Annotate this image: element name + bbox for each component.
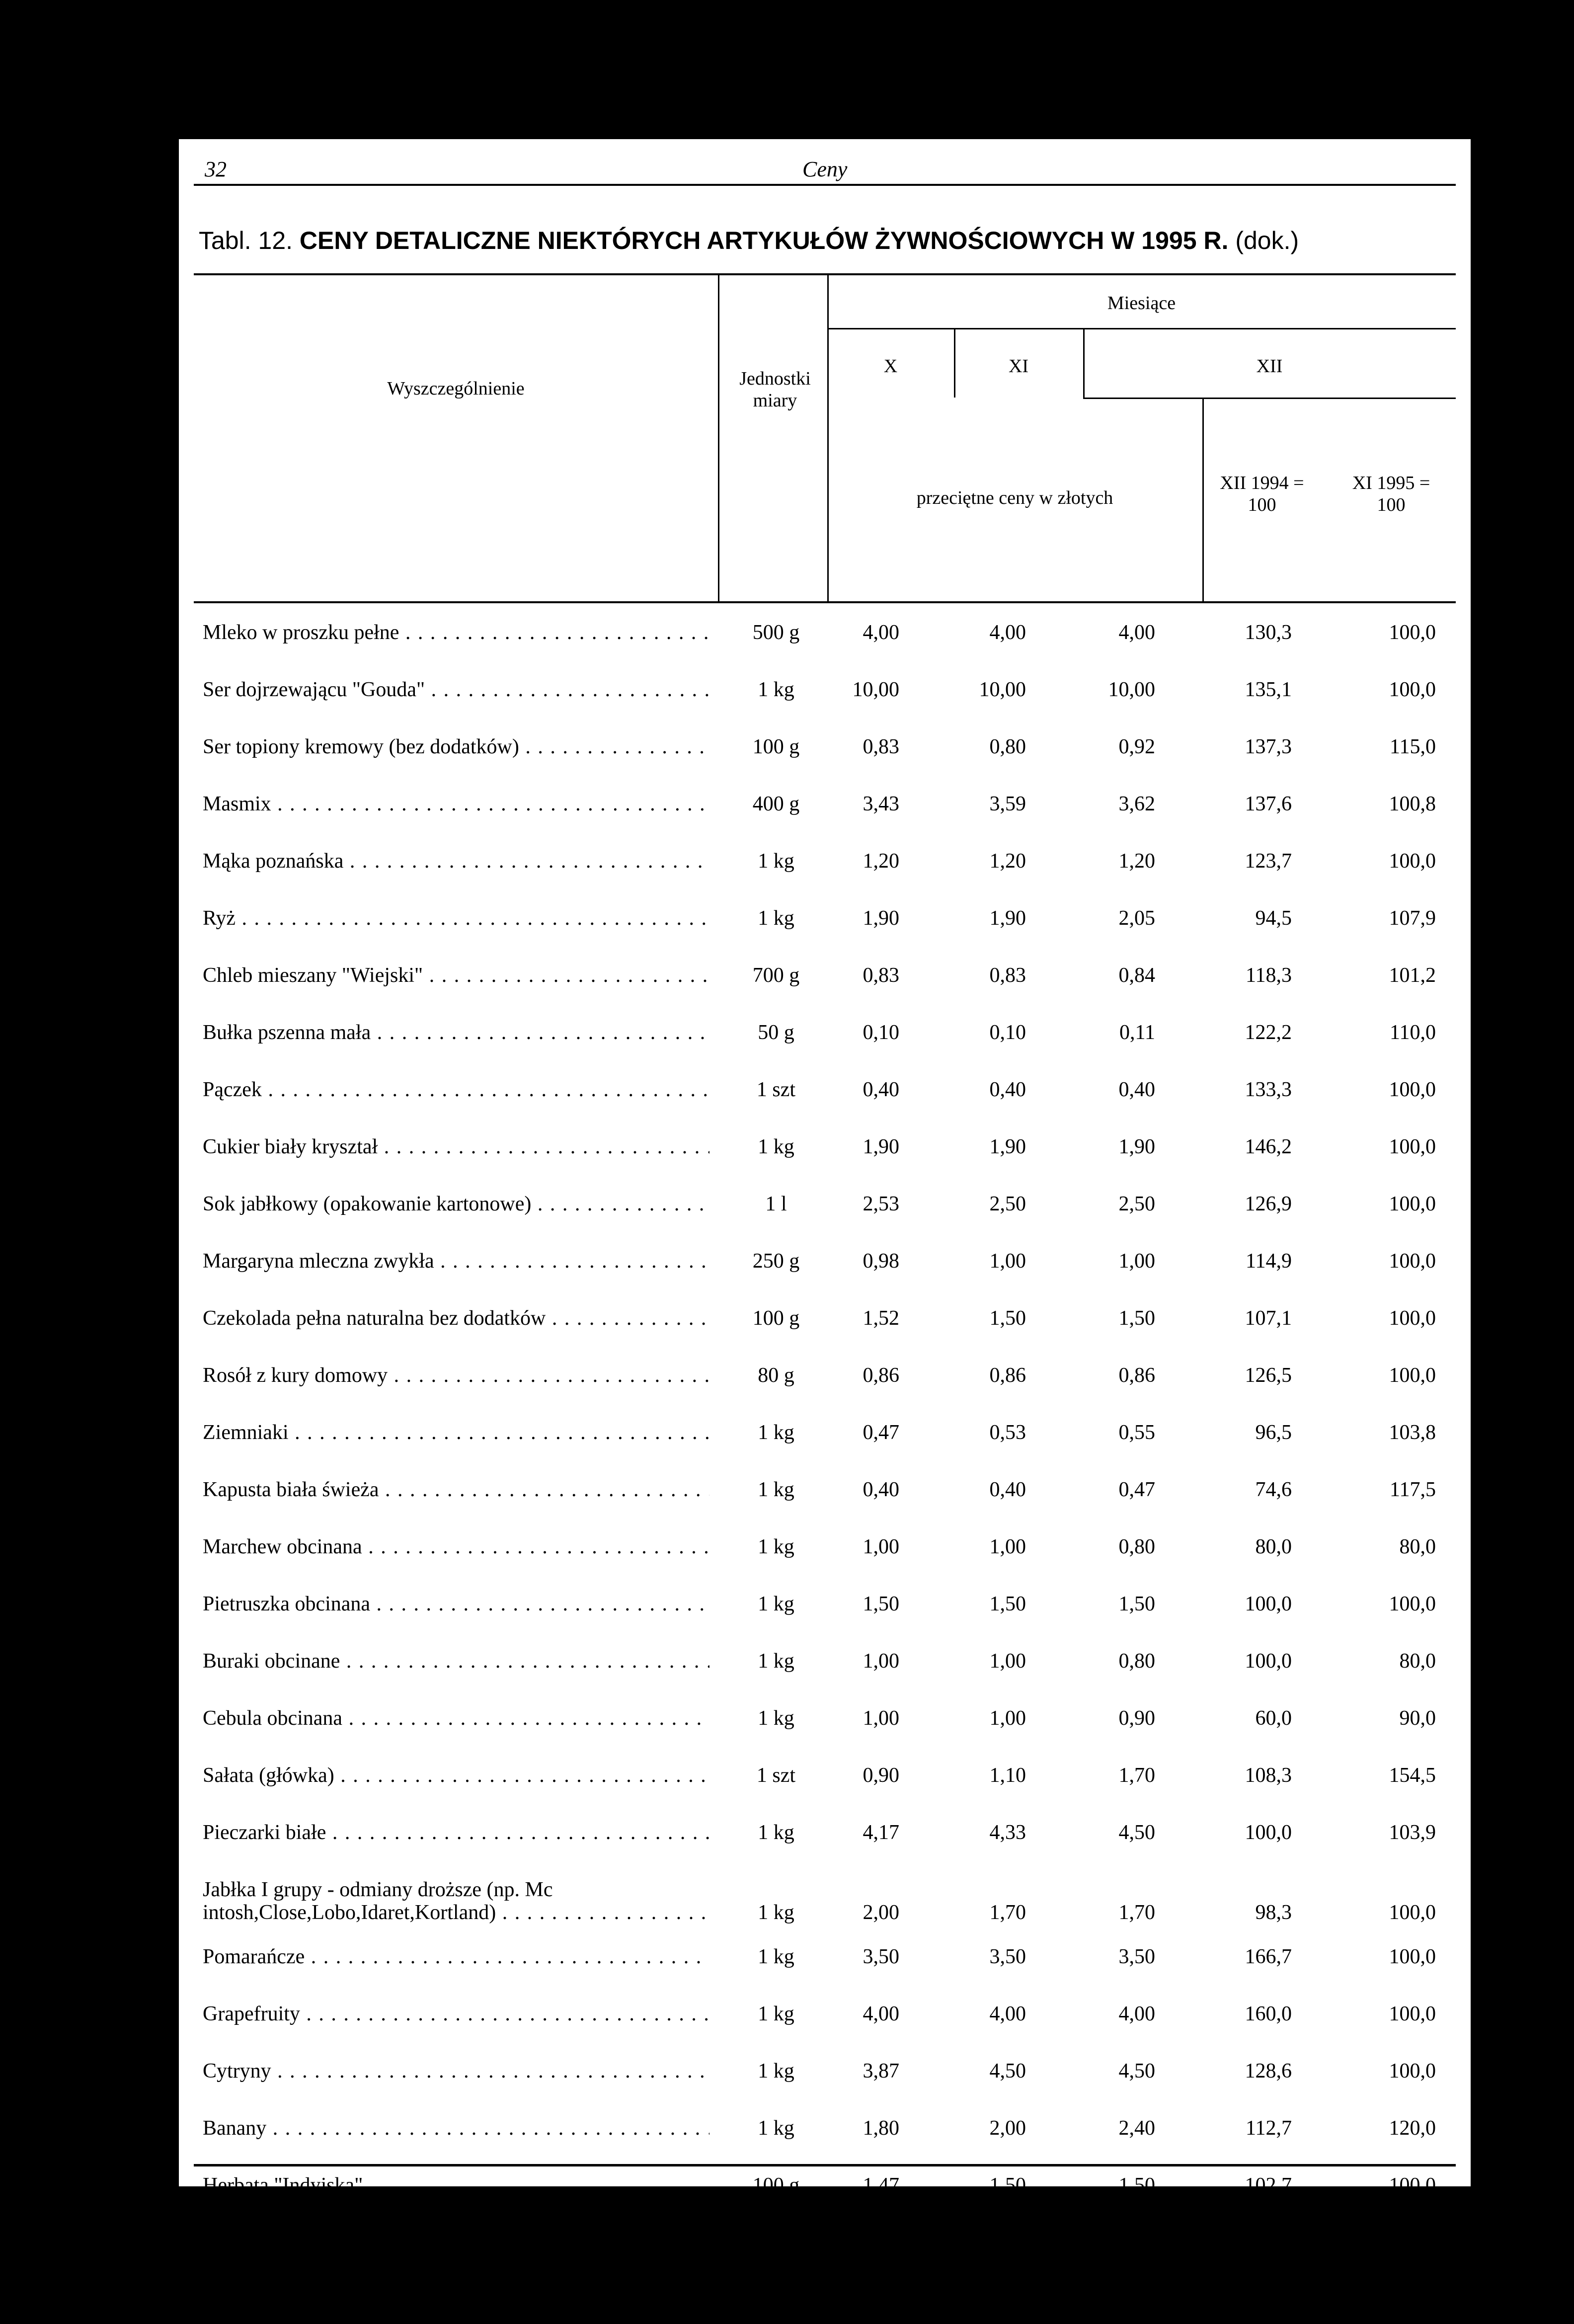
row-unit: 500 g [752,621,800,644]
cell-price-x: 0,98 [863,1250,899,1273]
cell-index-xi-1995: 103,9 [1389,1821,1436,1844]
cell-price-xii: 10,00 [1108,678,1155,701]
cell-price-xii: 2,05 [1118,907,1155,930]
cell-price-xi: 1,90 [989,907,1026,930]
cell-price-x: 0,10 [863,1021,899,1044]
row-unit: 1 l [765,1193,787,1215]
cell-index-xii-1994: 166,7 [1245,1945,1292,1968]
cell-price-x: 0,40 [863,1078,899,1101]
row-unit: 700 g [752,964,800,987]
row-unit: 250 g [752,2264,800,2287]
row-item-name: Czekolada pełna naturalna bez dodatków . . . [203,1307,709,1330]
cell-price-xi: 3,50 [989,1945,1026,1968]
row-item-name: Margaryna mleczna zwykła . . . [203,1250,709,1273]
cell-price-xi: 1,10 [989,1764,1026,1787]
cell-price-xii: 1,70 [1118,1901,1155,1924]
cell-index-xi-1995: 100,0 [1389,1135,1436,1158]
cell-price-x: 1,47 [863,2174,899,2197]
header-unit-column: Jednostki miary [739,368,811,411]
cell-index-xi-1995: 101,2 [1389,964,1436,987]
cell-index-xii-1994: 137,6 [1245,793,1292,815]
row-unit: 100 g [752,735,800,758]
cell-price-x: 4,17 [863,1821,899,1844]
row-unit: 1 kg [758,1421,794,1444]
row-unit: 1 kg [758,850,794,873]
row-unit: 1 kg [758,1945,794,1968]
cell-index-xii-1994: 98,3 [1255,1901,1292,1924]
cell-price-xi: 0,40 [989,1078,1026,1101]
row-item-name: Buraki obcinane . . . [203,1650,709,1673]
table-number: Tabl. 12. [199,227,293,254]
row-item-name: Chleb mieszany "Wiejski" . . . [203,964,709,987]
cell-index-xi-1995: 100,0 [1389,1078,1436,1101]
cell-price-x: 1,20 [863,850,899,873]
row-item-name: Herbata "Indyjska" . . . [203,2174,709,2197]
header-months: Miesiące [1107,293,1176,314]
cell-price-xi: 10,00 [979,678,1026,701]
cell-price-xii: 1,50 [1118,1593,1155,1615]
cell-price-xii: 0,80 [1118,1535,1155,1558]
table-title [199,226,1456,255]
cell-index-xii-1994: 118,3 [1246,964,1292,987]
cell-price-xi: 1,00 [989,1707,1026,1730]
cell-index-xii-1994: 137,3 [1245,735,1292,758]
row-unit: 1 szt [756,1764,796,1787]
row-unit: 1 kg [758,678,794,701]
page-number: 32 [205,157,227,181]
row-item-name: Kapusta biała świeża . . . [203,1478,709,1501]
cell-price-xii: 1,00 [1118,1250,1155,1273]
row-unit: 1 kg [758,1135,794,1158]
cell-index-xii-1994: 123,7 [1245,850,1292,873]
cell-price-x: 1,50 [863,1593,899,1615]
row-unit: 100 g [752,2174,800,2197]
cell-index-xi-1995: 100,0 [1389,1945,1436,1968]
cell-price-x: 4,00 [863,621,899,644]
cell-price-xii: 1,50 [1118,1307,1155,1330]
cell-index-xii-1994: 122,2 [1245,1021,1292,1044]
cell-price-xi: 4,00 [989,2003,1026,2025]
cell-index-xii-1994: 80,0 [1255,1535,1292,1558]
row-unit: 80 g [758,1364,794,1387]
header-month-xi: XI [1008,356,1029,377]
row-unit: 1 kg [758,1901,794,1924]
cell-price-xi: 1,50 [989,2174,1026,2197]
cell-index-xii-1994: 114,9 [1246,1250,1292,1273]
row-item-name: Pietruszka obcinana . . . [203,1593,709,1615]
cell-index-xi-1995: 100,0 [1389,2264,1436,2287]
cell-index-xi-1995: 100,0 [1389,1193,1436,1215]
cell-price-xi: 1,50 [989,1593,1026,1615]
cell-index-xii-1994: 94,5 [1255,907,1292,930]
cell-price-xi: 1,00 [989,1650,1026,1673]
cell-price-xii: 4,00 [1118,621,1155,644]
row-unit: 1 kg [758,2003,794,2025]
row-item-name: Cytryny . . . [203,2060,709,2083]
cell-index-xii-1994: 160,0 [1245,2003,1292,2025]
cell-index-xii-1994: 126,9 [1245,1193,1292,1215]
row-item-name: Mąka poznańska . . . [203,850,709,873]
cell-index-xi-1995: 115,0 [1390,735,1436,758]
cell-price-x: 1,80 [863,2117,899,2140]
row-item-name: Cebula obcinana . . . [203,1707,709,1730]
cell-index-xii-1994: 60,0 [1255,1707,1292,1730]
cell-index-xii-1994: 74,6 [1255,1478,1292,1501]
row-item-name: Pieczarki białe . . . [203,1821,709,1844]
cell-price-xii: 0,84 [1118,964,1155,987]
cell-price-xii: 8,80 [1118,2264,1155,2287]
cell-price-x: 1,00 [863,1707,899,1730]
cell-index-xi-1995: 100,0 [1389,2003,1436,2025]
cell-index-xii-1994: 126,5 [1245,1364,1292,1387]
cell-price-xi: 1,00 [989,1535,1026,1558]
cell-price-x: 2,00 [863,1901,899,1924]
cell-price-x: 10,00 [852,678,899,701]
header-month-xii: XII [1256,356,1283,377]
row-unit: 1 szt [756,1078,796,1101]
cell-price-xii: 4,00 [1118,2003,1155,2025]
row-item-name: Banany . . . [203,2117,709,2140]
cell-price-xii: 1,50 [1118,2174,1155,2197]
cell-index-xi-1995: 100,0 [1389,678,1436,701]
row-item-name: Ziemniaki . . . [203,1421,709,1444]
cell-price-x: 3,50 [863,1945,899,1968]
cell-price-xi: 1,90 [989,1135,1026,1158]
cell-price-xii: 1,90 [1118,1135,1155,1158]
cell-price-xi: 1,70 [989,1901,1026,1924]
row-item-name: Kawa naturalna w opakowaniach oryginalnych z importu . . . [203,2241,714,2287]
cell-index-xii-1994: 108,3 [1245,1764,1292,1787]
cell-price-xi: 1,20 [989,850,1026,873]
cell-price-x: 0,83 [863,735,899,758]
cell-price-xi: 2,00 [989,2117,1026,2140]
row-unit: 1 kg [758,1478,794,1501]
row-item-name: Pączek . . . [203,1078,709,1101]
cell-index-xi-1995: 100,0 [1389,850,1436,873]
cell-price-xii: 3,50 [1118,1945,1155,1968]
cell-price-x: 4,00 [863,2003,899,2025]
row-unit: 400 g [752,793,800,815]
row-unit: 1 kg [758,2117,794,2140]
cell-index-xi-1995: 100,0 [1389,1901,1436,1924]
row-item-name: Pomarańcze . . . [203,1945,709,1968]
cell-index-xii-1994: 133,3 [1245,1078,1292,1101]
cell-price-xi: 1,00 [989,1250,1026,1273]
header-index-xii-1994: XII 1994 = 100 [1220,473,1304,515]
cell-index-xii-1994: 146,2 [1245,1135,1292,1158]
cell-index-xi-1995: 80,0 [1399,1535,1436,1558]
cell-index-xii-1994: 128,6 [1245,2060,1292,2083]
cell-price-xi: 0,80 [989,735,1026,758]
cell-price-x: 0,86 [863,1364,899,1387]
header-month-x: X [883,356,898,377]
row-unit: 1 kg [758,2060,794,2083]
table-bottom-rule [194,2164,1456,2166]
cell-index-xii-1994: 112,7 [1246,2117,1292,2140]
cell-price-xi: 4,33 [989,1821,1026,1844]
table-title-main: CENY DETALICZNE NIEKTÓRYCH ARTYKUŁÓW ŻYWNOŚCIOWYCH W 1995 R. [299,227,1229,254]
cell-price-xii: 3,62 [1118,793,1155,815]
cell-price-xii: 0,47 [1118,1478,1155,1501]
cell-price-xii: 0,86 [1118,1364,1155,1387]
cell-price-xii: 0,11 [1119,1021,1155,1044]
header-average-prices: przeciętne ceny w złotych [916,487,1113,508]
cell-price-xii: 0,92 [1118,735,1155,758]
row-item-name: Marchew obcinana . . . [203,1535,709,1558]
cell-index-xii-1994: 102,7 [1245,2174,1292,2197]
cell-price-x: 1,90 [863,1135,899,1158]
cell-price-x: 1,00 [863,1650,899,1673]
cell-index-xi-1995: 100,0 [1389,1250,1436,1273]
row-unit: 1 kg [758,1707,794,1730]
cell-index-xii-1994: 100,0 [1245,1821,1292,1844]
row-item-name: Ser dojrzewającu "Gouda" . . . [203,678,709,701]
row-item-name: Ryż . . . [203,907,709,930]
cell-index-xi-1995: 103,8 [1389,1421,1436,1444]
cell-price-x: 2,53 [863,1193,899,1215]
row-item-name: Cukier biały kryształ . . . [203,1135,709,1158]
row-item-name: Sałata (główka) . . . [203,1764,709,1787]
cell-price-x: 0,40 [863,1478,899,1501]
cell-index-xi-1995: 100,0 [1389,2060,1436,2083]
cell-index-xi-1995: 154,5 [1389,1764,1436,1787]
cell-price-x: 1,52 [863,1307,899,1330]
cell-price-x: 1,00 [863,1535,899,1558]
row-item-name: Grapefruity . . . [203,2003,709,2025]
cell-index-xi-1995: 117,5 [1390,1478,1436,1501]
row-unit: 1 kg [758,1593,794,1615]
cell-price-xi: 0,40 [989,1478,1026,1501]
cell-price-xii: 2,50 [1118,1193,1155,1215]
header-index-xi-1995: XI 1995 = 100 [1352,473,1430,515]
row-item-name: Mleko w proszku pełne . . . [203,621,709,644]
cell-price-xii: 2,40 [1118,2117,1155,2140]
cell-index-xi-1995: 100,0 [1389,621,1436,644]
row-unit: 1 kg [758,1821,794,1844]
row-unit: 50 g [758,1021,794,1044]
cell-price-x: 0,83 [863,964,899,987]
cell-index-xi-1995: 100,0 [1389,1364,1436,1387]
running-header [194,154,1456,186]
cell-index-xii-1994: 96,5 [1255,1421,1292,1444]
cell-index-xi-1995: 100,0 [1389,1307,1436,1330]
cell-index-xi-1995: 80,0 [1399,1650,1436,1673]
cell-price-xi: 4,00 [989,621,1026,644]
cell-index-xi-1995: 120,0 [1389,2117,1436,2140]
cell-price-xii: 1,70 [1118,1764,1155,1787]
cell-index-xii-1994: 130,3 [1245,621,1292,644]
row-unit: 1 kg [758,1650,794,1673]
row-item-name: Ser topiony kremowy (bez dodatków) . . . [203,735,709,758]
cell-price-xii: 0,55 [1118,1421,1155,1444]
table-title-suffix: (dok.) [1235,227,1299,254]
table-header [194,273,1456,611]
section-name: Ceny [802,157,848,181]
cell-index-xii-1994: 100,0 [1245,1593,1292,1615]
cell-index-xi-1995: 110,0 [1390,1021,1436,1044]
row-item-name: Masmix . . . [203,793,709,815]
cell-price-xi: 3,59 [989,793,1026,815]
cell-index-xii-1994: 107,1 [1245,1307,1292,1330]
cell-index-xii-1994: 100,0 [1245,1650,1292,1673]
row-item-name: Sok jabłkowy (opakowanie kartonowe) . . . [203,1193,709,1215]
row-item-name: Rosół z kury domowy . . . [203,1364,709,1387]
cell-price-x: 0,47 [863,1421,899,1444]
cell-price-xii: 0,40 [1118,1078,1155,1101]
cell-index-xi-1995: 100,8 [1389,793,1436,815]
cell-price-xi: 2,50 [989,1193,1026,1215]
cell-index-xii-1994: 100,6 [1245,2264,1292,2287]
cell-index-xi-1995: 90,0 [1399,1707,1436,1730]
cell-price-x: 3,43 [863,793,899,815]
row-item-name: Bułka pszenna mała . . . [203,1021,709,1044]
row-unit: 100 g [752,1307,800,1330]
cell-price-xii: 0,80 [1118,1650,1155,1673]
header-item-column: Wyszczególnienie [387,378,525,399]
row-unit: 1 kg [758,1535,794,1558]
row-item-name: Jabłka I grupy - odmiany droższe (np. Mc intosh,Close,Lobo,Idaret,Kortland) . . . [203,1878,714,1924]
cell-price-xii: 4,50 [1118,1821,1155,1844]
cell-price-xii: 4,50 [1118,2060,1155,2083]
cell-index-xi-1995: 100,0 [1389,1593,1436,1615]
cell-price-xi: 8,80 [989,2264,1026,2287]
cell-price-xi: 0,83 [989,964,1026,987]
cell-index-xi-1995: 107,9 [1389,907,1436,930]
cell-price-xi: 0,10 [989,1021,1026,1044]
cell-price-xi: 4,50 [989,2060,1026,2083]
cell-price-x: 1,90 [863,907,899,930]
cell-price-xii: 1,20 [1118,850,1155,873]
cell-price-x: 8,80 [863,2264,899,2287]
cell-price-x: 0,90 [863,1764,899,1787]
cell-index-xii-1994: 135,1 [1245,678,1292,701]
row-unit: 1 kg [758,907,794,930]
document-page [179,139,1471,2287]
cell-price-x: 3,87 [863,2060,899,2083]
cell-price-xi: 1,50 [989,1307,1026,1330]
cell-price-xi: 0,86 [989,1364,1026,1387]
cell-price-xii: 0,90 [1118,1707,1155,1730]
row-unit: 250 g [752,1250,800,1273]
cell-index-xi-1995: 100,0 [1389,2174,1436,2197]
cell-price-xi: 0,53 [989,1421,1026,1444]
